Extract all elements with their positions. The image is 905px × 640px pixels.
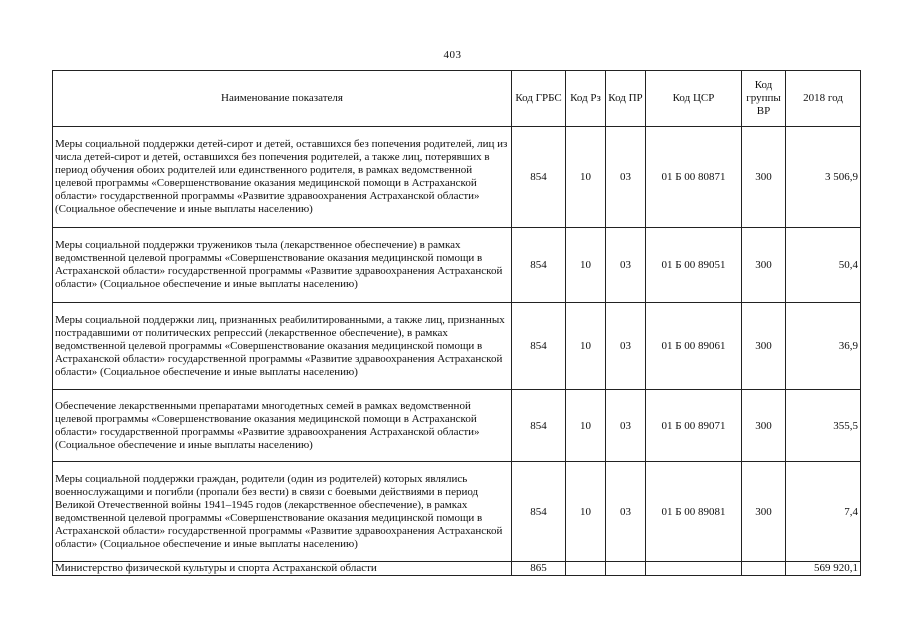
row-name: Меры социальной поддержки граждан, родители (один из родителей) которых являлись военнослужащими и погибли (пропали без вести) в связи с боевыми действиями в период Великой Отечественной войны 1941–1945 годов (лекарственное обеспечение), в рамках ведомственной целевой программы «Совершенствование оказания медицинской помощи в Астраханской области» государственной программы «Развитие здравоохранения Астраханской области» (Социальное обеспечение и иные выплаты населению) bbox=[53, 462, 512, 562]
row-grbs: 854 bbox=[512, 462, 566, 562]
row-rz: 10 bbox=[566, 390, 606, 462]
table-row bbox=[53, 127, 861, 228]
table-row bbox=[53, 303, 861, 390]
row-grbs: 854 bbox=[512, 303, 566, 390]
row-csr: 01 Б 00 89081 bbox=[646, 462, 742, 562]
row-vr: 300 bbox=[742, 127, 786, 228]
row-grbs: 854 bbox=[512, 228, 566, 303]
row-vr: 300 bbox=[742, 228, 786, 303]
budget-table bbox=[52, 70, 861, 576]
table-row bbox=[53, 228, 861, 303]
row-grbs: 854 bbox=[512, 127, 566, 228]
header-rz: Код Рз bbox=[566, 71, 606, 127]
row-rz bbox=[566, 562, 606, 576]
row-vr: 300 bbox=[742, 390, 786, 462]
row-amount: 355,5 bbox=[786, 390, 861, 462]
row-pr: 03 bbox=[606, 127, 646, 228]
row-name: Меры социальной поддержки лиц, признанных реабилитированными, а также лиц, признанных пострадавшими от политических репрессий (лекарственное обеспечение), в рамках ведомственной целевой программы «Совершенствование оказания медицинской помощи в Астраханской области» государственной программы «Развитие здравоохранения Астраханской области» (Социальное обеспечение и иные выплаты населению) bbox=[53, 303, 512, 390]
row-rz: 10 bbox=[566, 462, 606, 562]
table-row bbox=[53, 390, 861, 462]
row-pr: 03 bbox=[606, 303, 646, 390]
header-name: Наименование показателя bbox=[53, 71, 512, 127]
row-csr: 01 Б 00 80871 bbox=[646, 127, 742, 228]
row-name: Обеспечение лекарственными препаратами многодетных семей в рамках ведомственной целевой программы «Совершенствование оказания медицинской помощи в Астраханской области» государственной программы «Развитие здравоохранения Астраханской области» (Социальное обеспечение и иные выплаты населению) bbox=[53, 390, 512, 462]
row-amount: 7,4 bbox=[786, 462, 861, 562]
row-amount: 36,9 bbox=[786, 303, 861, 390]
row-pr: 03 bbox=[606, 390, 646, 462]
row-vr bbox=[742, 562, 786, 576]
row-rz: 10 bbox=[566, 228, 606, 303]
page-number: 403 bbox=[443, 49, 462, 61]
header-csr: Код ЦСР bbox=[646, 71, 742, 127]
row-vr: 300 bbox=[742, 303, 786, 390]
ministry-total-row bbox=[53, 562, 861, 576]
row-grbs: 854 bbox=[512, 390, 566, 462]
row-pr: 03 bbox=[606, 228, 646, 303]
row-amount: 3 506,9 bbox=[786, 127, 861, 228]
row-csr bbox=[646, 562, 742, 576]
row-rz: 10 bbox=[566, 127, 606, 228]
header-pr: Код ПР bbox=[606, 71, 646, 127]
row-csr: 01 Б 00 89051 bbox=[646, 228, 742, 303]
row-pr: 03 bbox=[606, 462, 646, 562]
row-name: Меры социальной поддержки детей-сирот и детей, оставшихся без попечения родителей, лиц из числа детей-сирот и детей, оставшихся без попечения родителей, а также лиц, потерявших в период обучения обоих родителей или единственного родителя, в рамках ведомственной целевой программы «Совершенствование оказания медицинской помощи в Астраханской области» государственной программы «Развитие здравоохранения Астраханской области» (Социальное обеспечение и иные выплаты населению) bbox=[53, 127, 512, 228]
row-name: Меры социальной поддержки тружеников тыла (лекарственное обеспечение) в рамках ведомственной целевой программы «Совершенствование оказания медицинской помощи в Астраханской области» государственной программы «Развитие здравоохранения Астраханской области» (Социальное обеспечение и иные выплаты населению) bbox=[53, 228, 512, 303]
table-row bbox=[53, 462, 861, 562]
row-csr: 01 Б 00 89071 bbox=[646, 390, 742, 462]
table-header-row bbox=[53, 71, 861, 127]
row-csr: 01 Б 00 89061 bbox=[646, 303, 742, 390]
header-year: 2018 год bbox=[786, 71, 861, 127]
header-vr: Код группы ВР bbox=[742, 71, 786, 127]
row-rz: 10 bbox=[566, 303, 606, 390]
row-amount: 569 920,1 bbox=[786, 562, 861, 576]
header-grbs: Код ГРБС bbox=[512, 71, 566, 127]
row-name: Министерство физической культуры и спорта Астраханской области bbox=[53, 562, 512, 576]
row-pr bbox=[606, 562, 646, 576]
row-vr: 300 bbox=[742, 462, 786, 562]
row-grbs: 865 bbox=[512, 562, 566, 576]
row-amount: 50,4 bbox=[786, 228, 861, 303]
